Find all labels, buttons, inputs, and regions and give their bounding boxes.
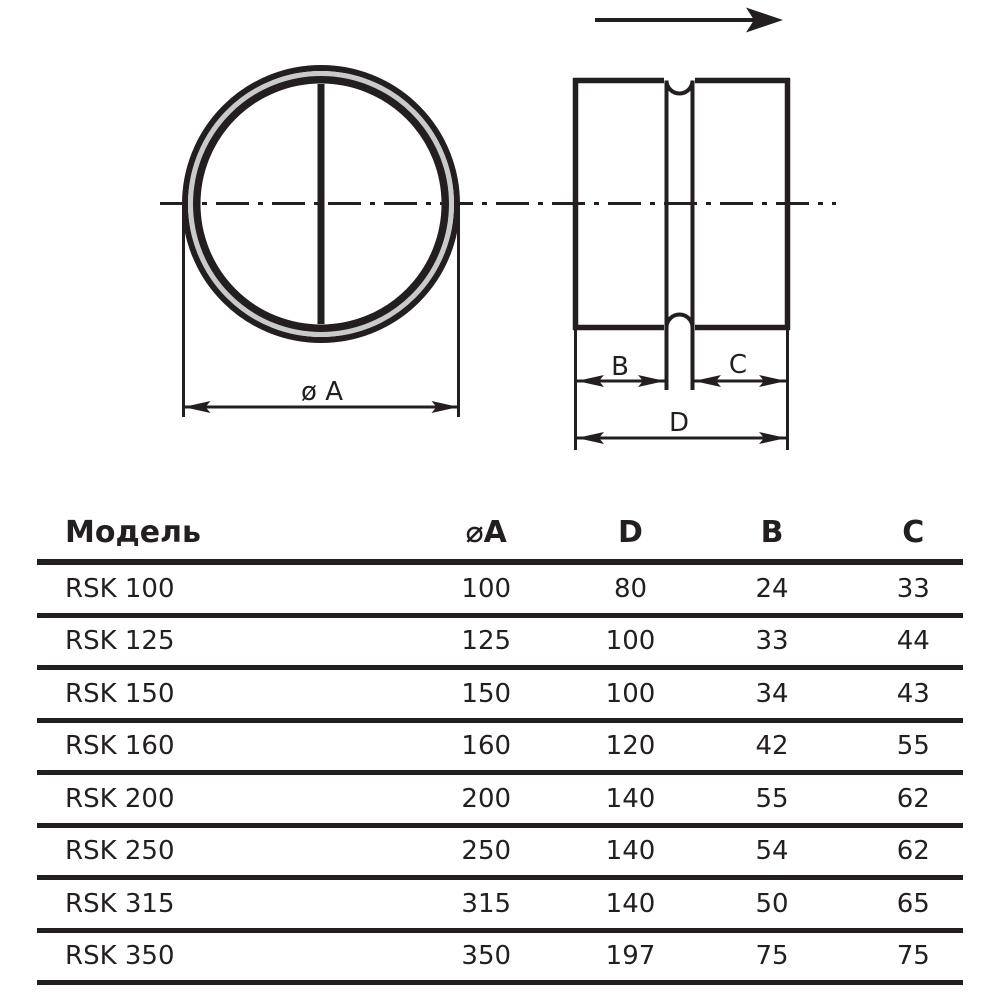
- cell-b: 75: [755, 941, 789, 972]
- cell-model: RSK 250: [65, 836, 175, 867]
- dim-b-label: B: [611, 352, 629, 382]
- col-header-d: D: [618, 514, 643, 550]
- cell-c: 65: [896, 888, 930, 919]
- dimensions-table: [37, 505, 963, 985]
- cell-b: 54: [755, 836, 789, 867]
- cell-c: 44: [896, 626, 930, 657]
- table-row: [37, 618, 963, 671]
- table-row: [37, 775, 963, 828]
- dim-c-label: C: [728, 350, 748, 380]
- table-row: [37, 565, 963, 618]
- cell-model: RSK 200: [65, 783, 175, 814]
- dim-a-label: ø A: [301, 377, 343, 407]
- table-row: [37, 723, 963, 776]
- table-row: [37, 670, 963, 723]
- cell-a: 150: [461, 678, 512, 709]
- front-view: [184, 68, 459, 417]
- cell-a: 200: [461, 783, 512, 814]
- cell-model: RSK 100: [65, 573, 175, 604]
- cell-c: 62: [896, 836, 930, 867]
- cell-d: 140: [605, 836, 656, 867]
- col-header-diameter-a: ⌀A: [465, 514, 507, 550]
- cell-b: 42: [755, 731, 789, 762]
- cell-b: 33: [755, 626, 789, 657]
- cell-d: 100: [605, 678, 656, 709]
- cell-a: 160: [461, 731, 512, 762]
- cell-b: 34: [755, 678, 789, 709]
- table-row: [37, 933, 963, 986]
- col-header-b: B: [760, 514, 784, 550]
- dim-d-label: D: [668, 408, 690, 438]
- side-view: [573, 8, 790, 451]
- groove-bottom-notch: [667, 315, 693, 328]
- cell-model: RSK 160: [65, 731, 175, 762]
- cell-b: 55: [755, 783, 789, 814]
- cell-a: 125: [461, 626, 512, 657]
- cell-a: 315: [461, 888, 512, 919]
- cell-c: 43: [896, 678, 930, 709]
- cell-model: RSK 315: [65, 888, 175, 919]
- cell-b: 24: [755, 573, 789, 604]
- cell-c: 62: [896, 783, 930, 814]
- table-row: [37, 880, 963, 933]
- cell-d: 80: [613, 573, 648, 604]
- cell-model: RSK 150: [65, 678, 175, 709]
- cell-c: 75: [896, 941, 930, 972]
- cell-a: 100: [461, 573, 512, 604]
- cell-model: RSK 350: [65, 941, 175, 972]
- cell-d: 120: [605, 731, 656, 762]
- dim-b: [577, 352, 665, 387]
- cell-a: 250: [461, 836, 512, 867]
- groove-top-notch: [667, 81, 693, 94]
- col-header-model: Модель: [65, 514, 201, 550]
- dim-c: [694, 350, 786, 387]
- cell-c: 55: [896, 731, 930, 762]
- flow-direction-arrow: [595, 8, 783, 33]
- cell-b: 50: [755, 888, 789, 919]
- cell-a: 350: [461, 941, 512, 972]
- cell-d: 140: [605, 888, 656, 919]
- table-row: [37, 828, 963, 881]
- cell-c: 33: [896, 573, 930, 604]
- cell-d: 197: [605, 941, 656, 972]
- cell-d: 100: [605, 626, 656, 657]
- dim-d: [577, 408, 786, 444]
- cell-model: RSK 125: [65, 626, 175, 657]
- col-header-c: C: [902, 514, 925, 550]
- table-header-row: [37, 505, 963, 565]
- cell-d: 140: [605, 783, 656, 814]
